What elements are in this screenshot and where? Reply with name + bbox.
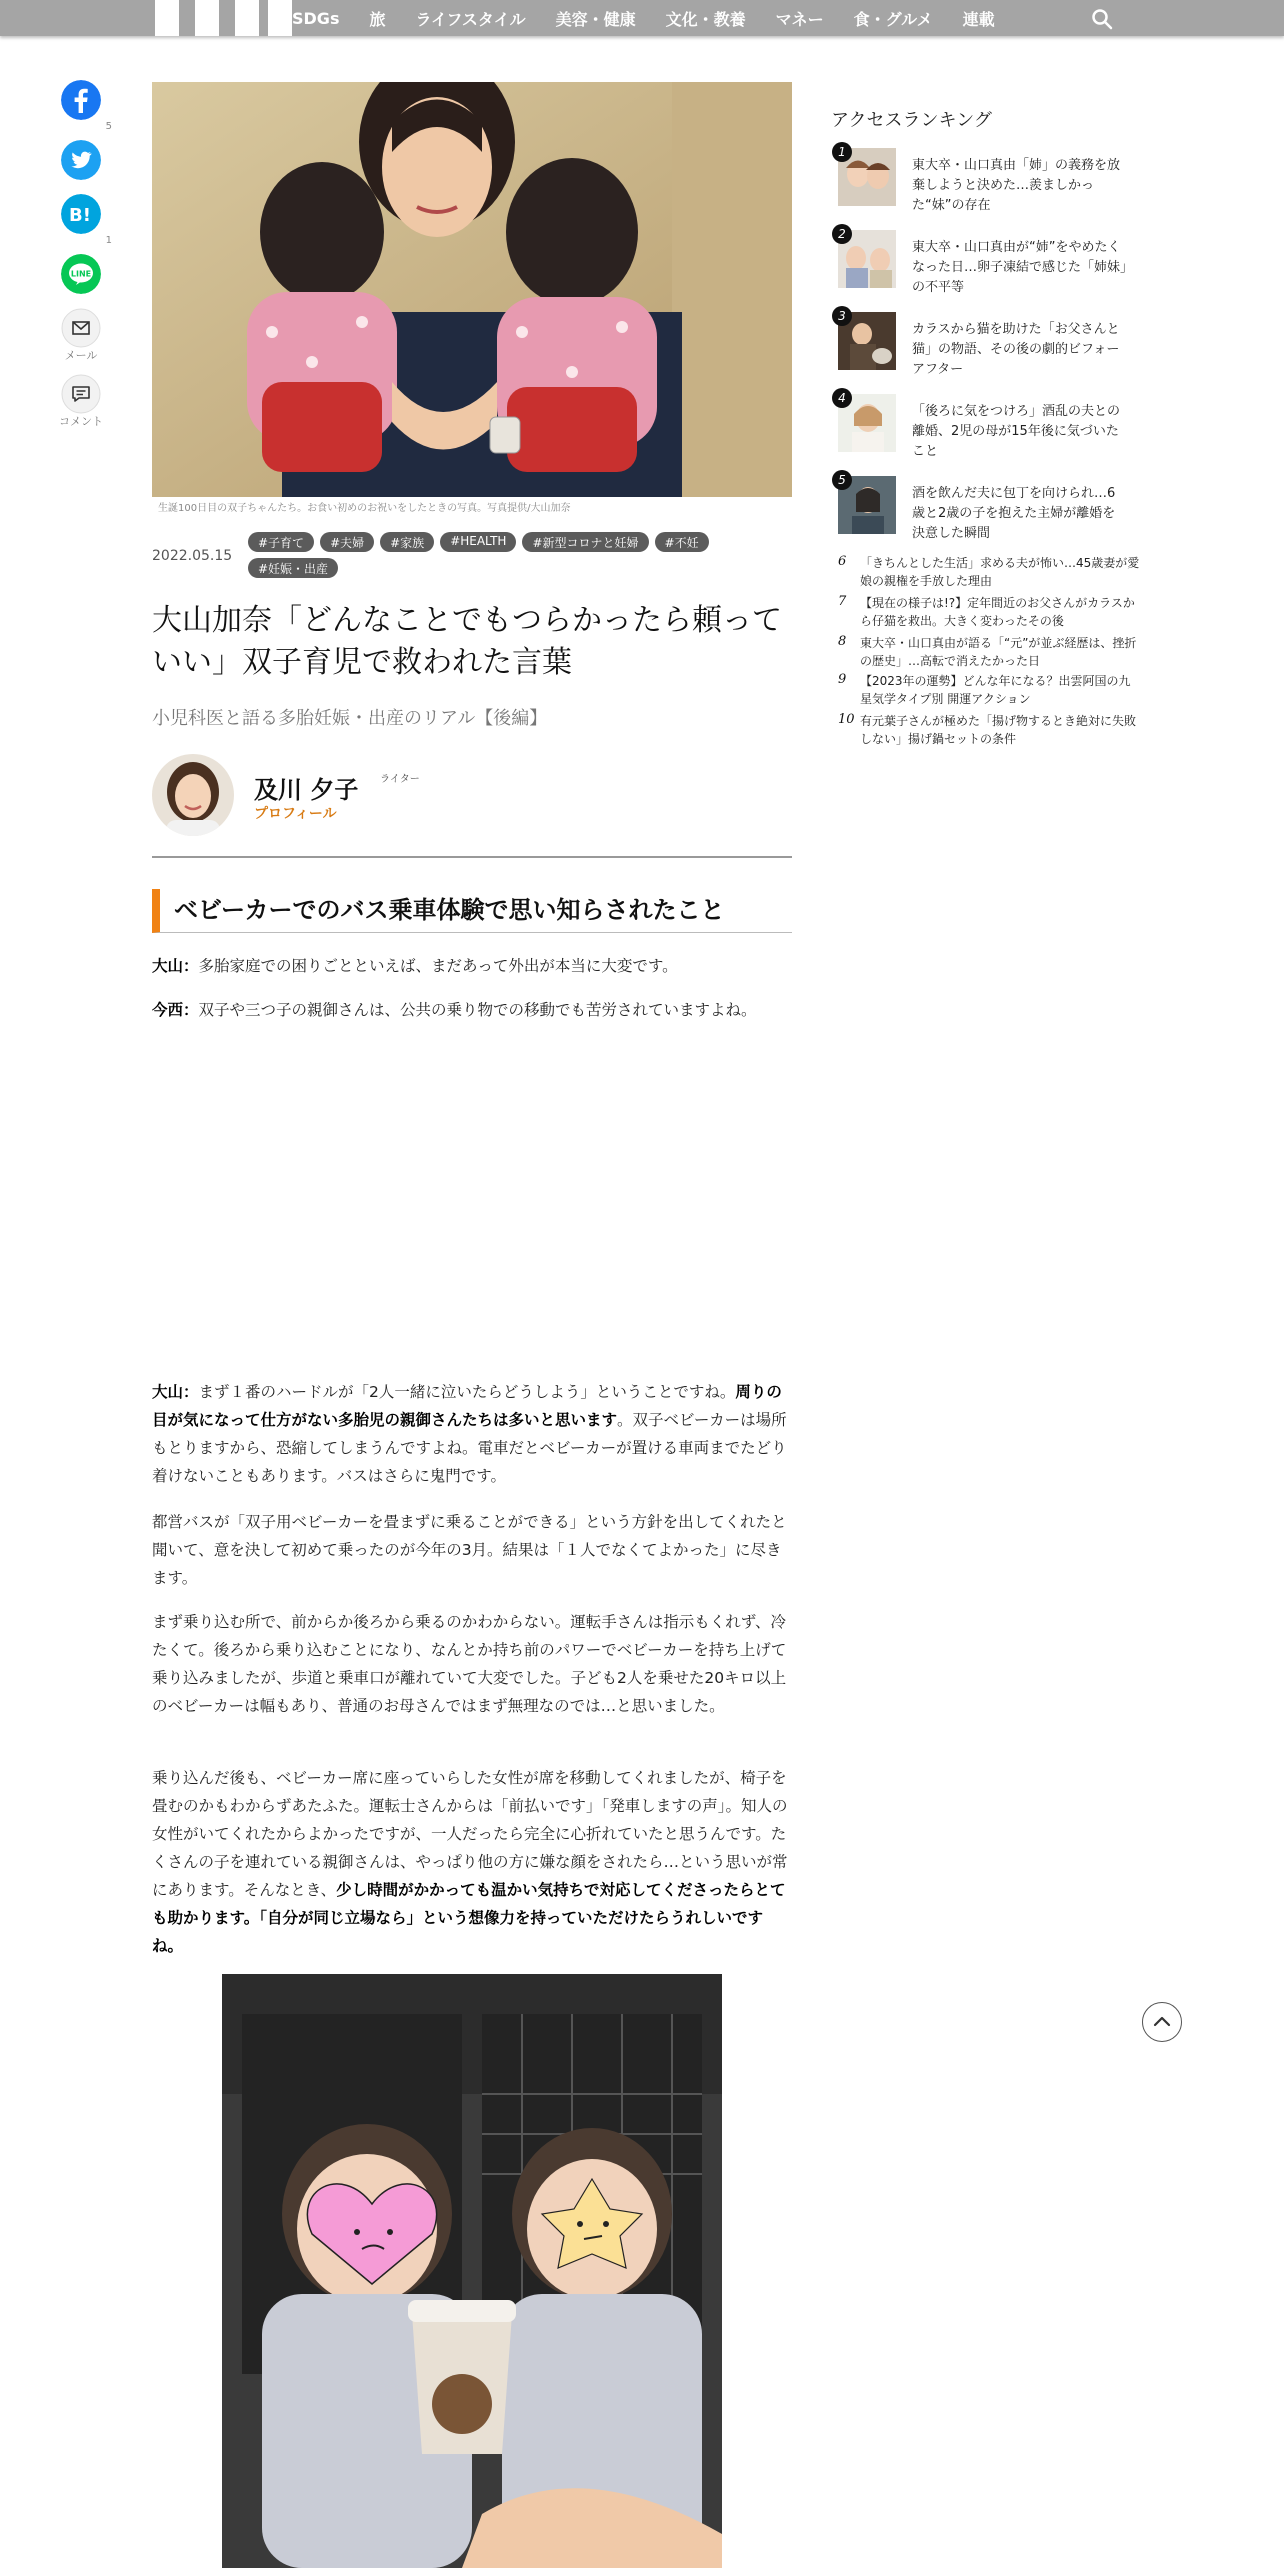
tag-parenting[interactable]: #子育て <box>248 532 314 552</box>
paragraph-1 <box>152 952 792 980</box>
tag-pregnancy-birth[interactable]: #妊娠・出産 <box>248 558 338 578</box>
site-logo-bar-2[interactable] <box>195 0 219 36</box>
paragraph-6 <box>152 1764 792 1960</box>
ranking-number: 10 <box>838 712 855 727</box>
site-logo-bar-4[interactable] <box>268 0 292 36</box>
author-profile-link[interactable]: プロフィール <box>254 806 337 822</box>
ranking-title-text: 有元葉子さんが極めた「揚げ物するとき絶対に失敗しない」揚げ鍋セットの条件 <box>860 714 1137 746</box>
ranking-title-text: 酒を飲んだ夫に包丁を向けられ…6歳と2歳の子を抱えた主婦が離婚を決意した瞬間 <box>912 486 1116 541</box>
stroller-photo <box>222 1974 722 2568</box>
ranking-number: 7 <box>838 594 847 609</box>
publish-date: 2022.05.15 <box>152 548 233 564</box>
twitter-icon[interactable] <box>61 140 101 180</box>
paragraph-5: まず乗り込む所で、前からか後ろから乗るのかわからない。運転手さんは指示もくれず、冷たくて。後ろから乗り込むことになり、なんとか持ち前のパワーでベビーカーを持ち上げて乗り込みましたが、歩道と乗車口が離れていて大変でした。子ども2人を乗せた20キロ以上のベビーカーは幅もあり、普通のお母さんではまず無理なのでは…と思いました。 <box>152 1613 787 1715</box>
section-divider <box>152 856 792 858</box>
paragraph-4: 都営バスが「双子用ベビーカーを畳まずに乗ることができる」という方針を出してくれたと聞いて、意を決して初めて乗ったのが今年の3月。結果は「１人でなくてよかった」に尽きます。 <box>152 1513 787 1587</box>
nav-item-lifestyle[interactable]: ライフスタイル <box>415 9 526 29</box>
facebook-share-count: 5 <box>105 121 112 132</box>
facebook-icon[interactable] <box>61 80 101 120</box>
tag-health[interactable]: #HEALTH <box>440 532 516 552</box>
ranking-title-text: 【現在の様子は!?】定年間近のお父さんがカラスから仔猫を救出。大きく変わったその後 <box>860 596 1135 628</box>
chevron-up-icon <box>1143 2003 1181 2041</box>
ranking-number: 3 <box>832 306 852 326</box>
paragraph-text: 多胎家庭での困りごとといえば、まだあって外出が本当に大変です。 <box>198 957 678 975</box>
paragraph-2 <box>152 996 792 1024</box>
share-bar <box>40 80 122 430</box>
author-name[interactable]: 及川 夕子 <box>254 776 359 804</box>
article-title: 大山加奈「どんなことでもつらかったら頼っていい」双子育児で救われた言葉 <box>152 603 782 680</box>
nav-item-sdgs[interactable]: SDGs <box>292 8 340 28</box>
search-icon[interactable] <box>1090 7 1114 31</box>
site-logo-bar-1[interactable] <box>155 0 179 36</box>
hatena-bookmark-icon[interactable] <box>61 194 101 234</box>
paragraph-text: 双子や三つ子の親御さんは、公共の乗り物での移動でも苦労されていますよね。 <box>198 1001 757 1019</box>
tag-covid-pregnancy[interactable]: #新型コロナと妊婦 <box>522 532 648 552</box>
author-avatar[interactable] <box>152 754 234 836</box>
speaker-label: 大山： <box>152 957 199 975</box>
tag-family[interactable]: #家族 <box>380 532 434 552</box>
paragraph-emphasis: 少し時間がかかっても温かい気持ちで対応してくださったらとても助かります。「自分が同じ立場なら」という想像力を持っていただけたらうれしいですね。 <box>152 1881 786 1955</box>
ranking-title-text: カラスから猫を助けた「お父さんと猫」の物語、その後の劇的ビフォーアフター <box>912 322 1120 377</box>
ranking-title-text: 【2023年の運勢】どんな年になる？出雲阿国の九星気学タイプ別 開運アクション <box>860 674 1131 706</box>
ranking-number: 9 <box>838 672 847 687</box>
nav-item-travel[interactable]: 旅 <box>369 9 386 29</box>
nav-item-money[interactable]: マネー <box>775 9 824 29</box>
tag-infertility[interactable]: #不妊 <box>655 532 709 552</box>
back-to-top-button[interactable] <box>1142 2002 1182 2042</box>
speaker-label: 大山： <box>152 1383 199 1401</box>
svg-text:LINE: LINE <box>70 269 92 279</box>
nav-item-beauty-health[interactable]: 美容・健康 <box>555 9 636 29</box>
paragraph-text: 乗り込んだ後も、ベビーカー席に座っていらした女性が席を移動してくれましたが、椅子を畳むのかもわからずあたふた。運転士さんからは「前払いです」「発車しますの声」。知人の女性がいてくれたからよかったですが、一人だったら完全に心折れていたと思うんです。たくさんの子を連れている親御さんは、やっぱり他の方に嫌な顔をされたら…という思いが常にあります。そんなとき、 <box>152 1769 788 1899</box>
ranking-title-text: 「きちんとした生活」求める夫が怖い…45歳妻が愛娘の親権を手放した理由 <box>860 556 1140 588</box>
top-navigation <box>0 0 1284 36</box>
paragraph-text: 。双子ベビーカーは場所もとりますから、恐縮してしまうんですよね。電車だとベビーカーが置ける車両までたどり着けないこともあります。バスはさらに鬼門です。 <box>152 1411 787 1485</box>
nav-menu <box>292 0 1025 36</box>
paragraph-3 <box>152 1378 792 1490</box>
ranking-number: 8 <box>838 634 847 649</box>
tag-list <box>248 532 728 584</box>
ranking-number: 6 <box>838 554 847 569</box>
nav-item-food[interactable]: 食・グルメ <box>853 9 933 29</box>
paragraph-text: まず１番のハードルが「2人一緒に泣いたらどうしよう」ということですね。 <box>198 1383 736 1401</box>
mail-icon[interactable] <box>61 308 101 348</box>
comment-icon[interactable] <box>61 374 101 414</box>
section-heading: ベビーカーでのバス乗車体験で思い知らされたこと <box>152 889 792 933</box>
ranking-title-text: 東大卒・山口真由が語る「“元”が並ぶ経歴は、挫折の歴史」…高転で消えたかった日 <box>860 636 1137 668</box>
ranking-title-text: 東大卒・山口真由が“姉”をやめたくなった日…卵子凍結で感じた「姉妹」の不平等 <box>912 240 1127 295</box>
ranking-title-text: 東大卒・山口真由「姉」の義務を放棄しようと決めた…羨ましかった“妹”の存在 <box>912 158 1121 213</box>
ranking-number: 5 <box>832 470 852 490</box>
hero-caption: 生誕100日目の双子ちゃんたち。お食い初めのお祝いをしたときの写真。写真提供/大山加奈 <box>158 503 571 514</box>
comment-label: コメント <box>59 415 103 428</box>
line-icon[interactable] <box>61 254 101 294</box>
ranking-number: 1 <box>832 142 852 162</box>
ranking-number: 2 <box>832 224 852 244</box>
ranking-title-text: 「後ろに気をつけろ」酒乱の夫との離婚、2児の母が15年後に気づいたこと <box>912 404 1121 459</box>
site-logo-bar-3[interactable] <box>235 0 259 36</box>
author-role: ライター <box>380 774 420 785</box>
mail-label: メール <box>64 349 98 362</box>
ranking-number: 4 <box>832 388 852 408</box>
hatena-share-count: 1 <box>105 235 112 246</box>
nav-item-series[interactable]: 連載 <box>962 9 995 29</box>
speaker-label: 今西： <box>152 1001 199 1019</box>
paragraph-emphasis: 周りの目が気になって仕方がない多胎児の親御さんたちは多いと思います <box>152 1383 782 1429</box>
svg-text:B!: B! <box>69 205 91 226</box>
nav-item-culture[interactable]: 文化・教養 <box>665 9 746 29</box>
ranking-title: アクセスランキング <box>831 110 992 131</box>
hero-image <box>152 82 792 497</box>
tag-couple[interactable]: #夫婦 <box>320 532 374 552</box>
article-subtitle: 小児科医と語る多胎妊娠・出産のリアル【後編】 <box>152 708 548 729</box>
